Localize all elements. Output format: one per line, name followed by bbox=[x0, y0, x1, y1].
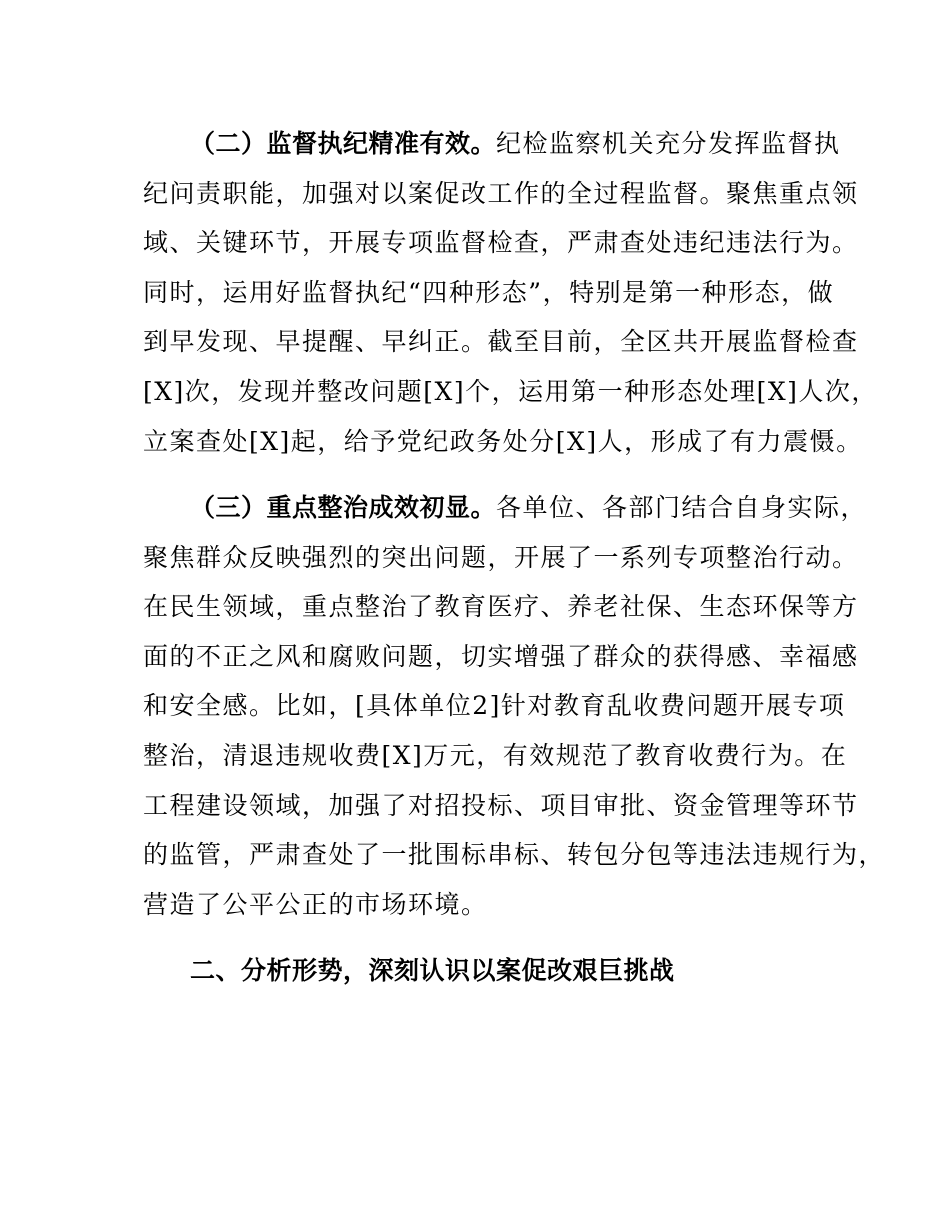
paragraph-rectification bbox=[143, 483, 886, 929]
section-heading: 二、分析形势，深刻认识以案促改艰巨挑战 bbox=[190, 956, 675, 985]
paragraph-line: 和安全感。比如，[具体单位2]针对教育乱收费问题开展专项 bbox=[143, 691, 846, 721]
paragraph-supervision bbox=[143, 119, 878, 466]
paragraph-line: 营造了公平公正的市场环境。 bbox=[143, 889, 488, 919]
paragraph-line: 纪问责职能，加强对以案促改工作的全过程监督。聚焦重点领 bbox=[143, 178, 859, 208]
paragraph-text: 纪检监察机关充分发挥监督执 bbox=[496, 129, 841, 158]
paragraph-line: 面的不正之风和腐败问题，切实增强了群众的获得感、幸福感 bbox=[143, 641, 859, 671]
paragraph-line: [X]次，发现并整改问题[X]个，运用第一种形态处理[X]人次， bbox=[143, 376, 878, 406]
paragraph-line bbox=[143, 483, 868, 533]
paragraph-line bbox=[143, 119, 841, 169]
subsection-title: （二）监督执纪精准有效。 bbox=[190, 129, 497, 158]
subsection-title: （三）重点整治成效初显。 bbox=[190, 493, 497, 522]
paragraph-line: 立案查处[X]起，给予党纪政务处分[X]人，形成了有力震慑。 bbox=[143, 426, 863, 456]
paragraph-text: 各单位、各部门结合自身实际， bbox=[496, 493, 868, 522]
paragraph-line: 同时，运用好监督执纪“四种形态”，特别是第一种形态，做 bbox=[143, 277, 835, 307]
paragraph-line: 域、关键环节，开展专项监督检查，严肃查处违纪违法行为。 bbox=[143, 228, 859, 258]
paragraph-line: 聚焦群众反映强烈的突出问题，开展了一系列专项整治行动。 bbox=[143, 542, 859, 572]
paragraph-line: 在民生领域，重点整治了教育医疗、养老社保、生态环保等方 bbox=[143, 592, 859, 622]
paragraph-line: 整治，清退违规收费[X]万元，有效规范了教育收费行为。在 bbox=[143, 740, 848, 770]
paragraph-line: 的监管，严肃查处了一批围标串标、转包分包等违法违规行为， bbox=[143, 840, 886, 870]
paragraph-line: 到早发现、早提醒、早纠正。截至目前，全区共开展监督检查 bbox=[143, 327, 859, 357]
paragraph-line: 工程建设领域，加强了对招投标、项目审批、资金管理等环节 bbox=[143, 790, 859, 820]
